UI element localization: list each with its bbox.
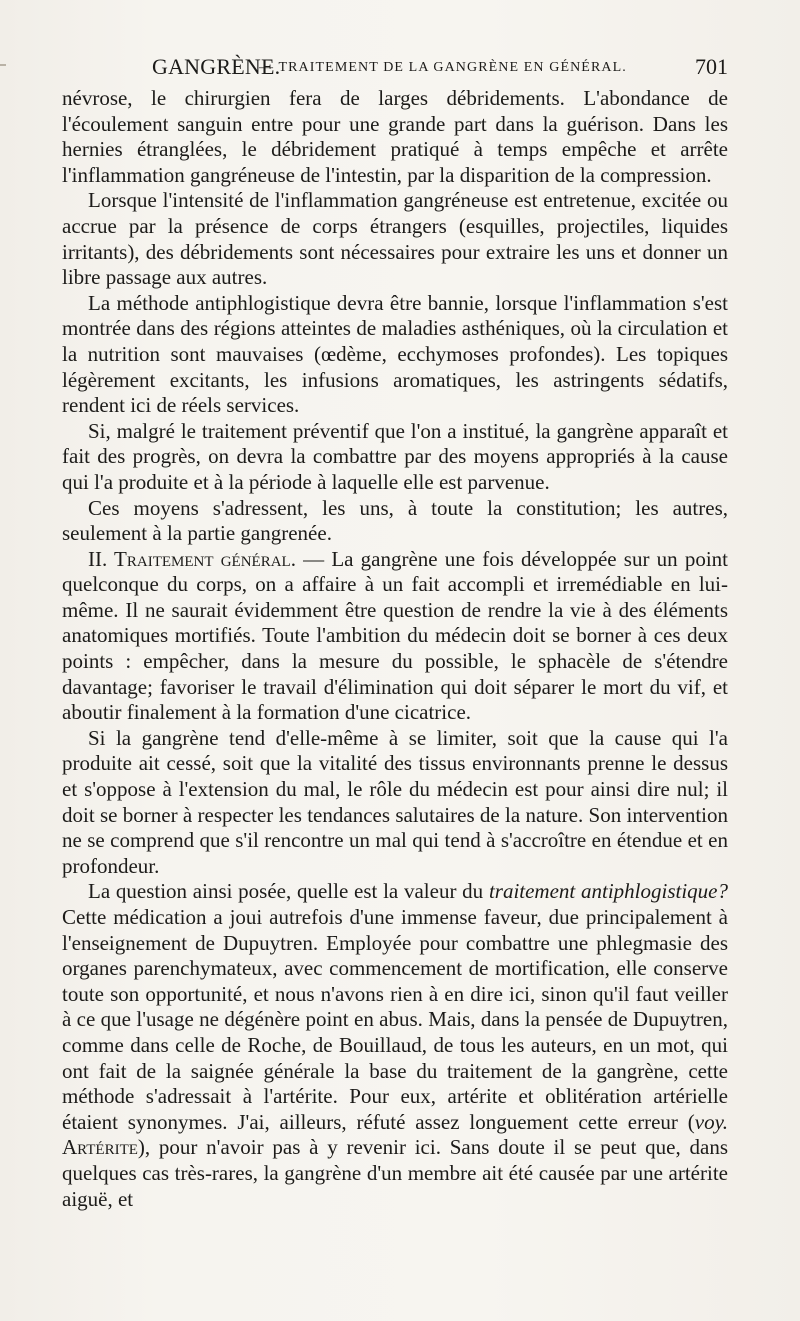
paragraph-text: Ces moyens s'adressent, les uns, à toute la constitution; les autres, seulement à la partie gangrenée. [62,495,728,546]
paragraph [62,879,728,1212]
paragraph [62,496,728,547]
paragraph-text: Si, malgré le traitement préventif que l'on a institué, la gangrène apparaît et fait des progrès, on devra la combattre par des moyens appropriés à la cause qui l'a produite et à la période à laquelle elle est parvenue. [62,418,728,494]
paragraph-text: névrose, le chirurgien fera de larges débridements. L'abondance de l'écoulement sanguin entre pour une grande part dans la guérison. Dans les hernies étranglées, le débridement pratiqué à temps empêche et arrête l'inflammation gangréneuse de l'intestin, par la disparition de la compression. [62,86,728,187]
paragraph [62,291,728,419]
paragraph-text-middle: Cette médication a joui autrefois d'une immense faveur, due principalement à l'enseignement de Dupuytren. Employée pour combattre une phlegmasie des organes parenchymateux, avec commencement de mortification, elle conserve toute son opportunité, et nous n'avons rien à en dire ici, sinon qu'il faut veiller à ce que l'usage ne dégénère point en abus. Mais, dans la pensée de Dupuytren, comme dans celle de Roche, de Bouillaud, de tous les auteurs, en un mot, qui ont fait de la saignée générale la base du traitement de la gangrène, cette méthode s'adressait à l'artérite. Pour eux, artérite et oblitération artérielle étaient synonymes. J'ai, ailleurs, réfuté assez longuement cette erreur ( [62,905,728,1134]
paragraph-text: Lorsque l'intensité de l'inflammation gangréneuse est entretenue, excitée ou accrue par la présence de corps étrangers (esquilles, projectiles, liquides irritants), des débridements sont nécessaires pour extraire les uns et donner un libre passage aux autres. [62,188,728,290]
paragraph [62,419,728,496]
page-edge-mark [0,64,6,66]
paragraph [62,188,728,290]
paragraph [62,86,728,188]
section-heading: II. Traitement général. [88,546,296,571]
paragraph-text-start: La question ainsi posée, quelle est la valeur du [88,879,489,904]
page-number: 701 [695,54,728,79]
page-body [62,86,728,1212]
cross-reference-target: Artérite [62,1135,138,1160]
paragraph-text: — La gangrène une fois développée sur un point quelconque du corps, on a affaire à un fait accompli et irremédiable en lui-même. Il ne saurait évidemment être question de rendre la vie à des éléments anatomiques mortifiés. Toute l'ambition du médecin doit se borner à ces deux points : empêcher, dans la mesure du possible, le sphacèle de s'étendre davantage; favoriser le travail d'élimination qui doit séparer le mort du vif, et aboutir finalement à la formation d'une cicatrice. [62,546,728,725]
running-header [62,54,728,84]
paragraph-text: Si la gangrène tend d'elle-même à se limiter, soit que la cause qui l'a produite ait cessé, soit que la vitalité des tissus environnants prenne le dessus et s'oppose à l'extension du mal, le rôle du médecin est pour ainsi dire nul; il doit se borner à respecter les tendances salutaires de la nature. Son intervention ne se comprend que s'il rencontre un mal qui tend à s'accroître en étendue et en profondeur. [62,725,728,878]
italic-term: traitement antiphlogistique? [488,879,728,904]
header-title: GANGRÈNE. [152,54,281,79]
paragraph-text: La méthode antiphlogistique devra être bannie, lorsque l'inflammation s'est montrée dans des régions atteintes de maladies asthéniques, où la circulation et la nutrition sont mauvaises (œdème, ecchymoses profondes). Les topiques légèrement excitants, les infusions aromatiques, les astringents sédatifs, rendent ici de réels services. [62,290,728,418]
cross-reference-label: voy. [694,1109,728,1134]
paragraph [62,726,728,880]
paragraph-with-heading [62,547,728,726]
header-subtitle: — TRAITEMENT DE LA GANGRÈNE EN GÉNÉRAL. [259,60,627,75]
paragraph-text-end: ), pour n'avoir pas à y revenir ici. Sans doute il se peut que, dans quelques cas très-rares, la gangrène d'un membre ait été causée par une artérite aiguë, et [62,1135,728,1211]
